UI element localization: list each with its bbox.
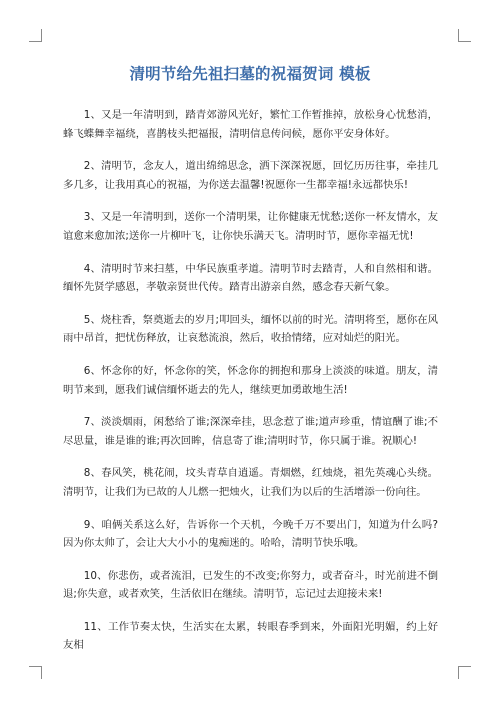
crop-mark-top-left	[29, 29, 42, 42]
paragraph-10: 10、你悲伤，或者流泪，已发生的不改变;你努力，或者奋斗，时光前进不倒退;你失意，或者欢笑，生活依旧在继续。清明节，忘记过去迎接未来!	[63, 569, 438, 601]
paragraph-9: 9、咱俩关系这么好，告诉你一个天机，今晚千万不要出门，知道为什么吗?因为你太帅了，会让大大小小的鬼痴迷的。哈哈，清明节快乐哦。	[63, 518, 438, 550]
paragraph-8: 8、春风笑，桃花闹，坟头青草自逍遥。青烟燃，红烛烧，祖先英魂心头绕。清明节，让我们为已故的人儿燃一把烛火，让我们为以后的生活增添一份向往。	[63, 467, 438, 498]
paragraph-2: 2、清明节，念友人，道出绵绵思念，洒下深深祝愿，回忆历历往事，牵挂几多几多，让我用真心的祝福，为你送去温馨!祝愿你一生都幸福!永远都快乐!	[63, 160, 438, 191]
crop-mark-bottom-left	[29, 666, 42, 679]
paragraph-4: 4、清明时节来扫墓，中华民族重孝道。清明节时去踏青，人和自然相和谐。缅怀先贤学感恩，孝敬亲贤世代传。踏青出游亲自然，感念春天新气象。	[63, 262, 438, 294]
crop-mark-top-right	[458, 29, 471, 42]
paragraph-1: 1、又是一年清明到，踏青郊游风光好，繁忙工作暂推掉，放松身心忧愁消，蜂飞蝶舞幸福绕，喜鹊枝头把福报，清明信息传问候，愿你平安身体好。	[63, 109, 438, 140]
paragraph-11: 11、工作节奏太快，生活实在太累，转眼春季到来，外面阳光明媚，约上好友相	[63, 620, 438, 652]
paragraph-6: 6、怀念你的好，怀念你的笑，怀念你的拥抱和那身上淡淡的味道。朋友，清明节来到，愿我们诚信缅怀逝去的先人，继续更加勇敢地生活!	[63, 364, 438, 396]
crop-mark-bottom-right	[458, 666, 471, 679]
document-title: 清明节给先祖扫墓的祝福贺词 模板	[129, 65, 371, 83]
paragraph-7: 7、淡淡烟雨，闲愁给了谁;深深牵挂，思念惹了谁;道声珍重，情谊酬了谁;不尽思量，谁是谁的谁;再次回眸，信息寄了谁;清明时节，你只属于谁。祝顺心!	[63, 416, 438, 447]
paragraph-5: 5、烧柱香，祭奠逝去的岁月;叩回头，缅怀以前的时光。清明将至，愿你在风雨中昂首，把忧伤释放，让哀愁流浪，然后，收拾情绪，应对灿烂的阳光。	[63, 313, 438, 345]
document-body	[63, 106, 438, 669]
paragraph-3: 3、又是一年清明到，送你一个清明果，让你健康无忧愁;送你一杯友情水，友谊愈来愈加浓;送你一片柳叶飞，让你快乐满天飞。清明时节，愿你幸福无忧!	[63, 211, 438, 242]
